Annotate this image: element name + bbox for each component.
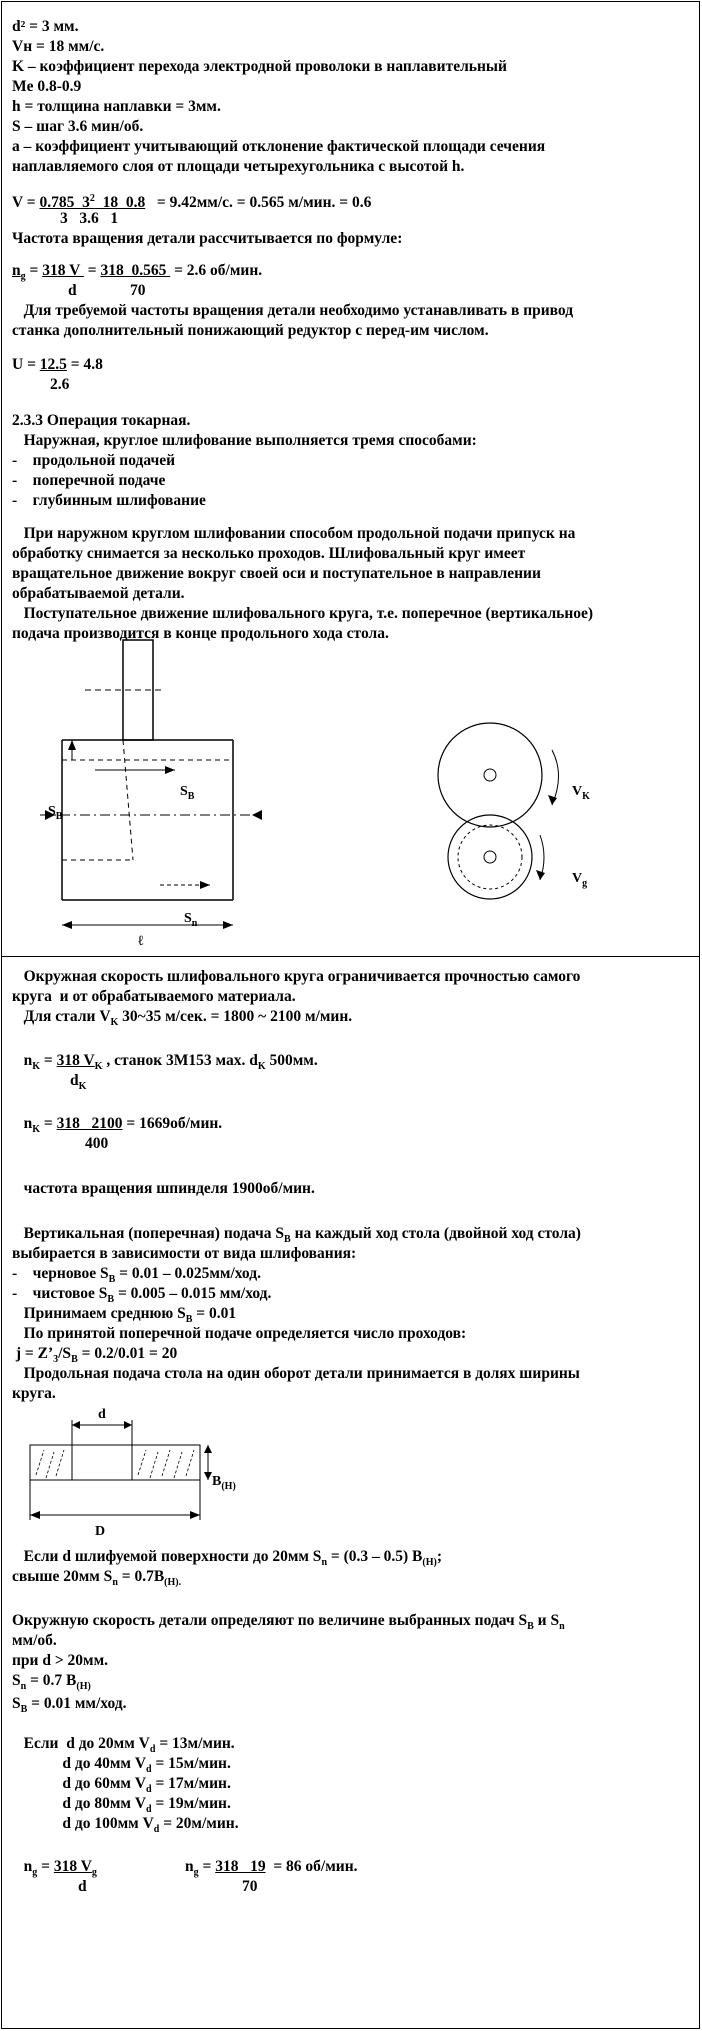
if-line-1: Если d шлифуемой поверхности до 20мм $S_n = (0.3 - 0.5)$ $B_{(H)}$;: [12, 1548, 442, 1569]
para1-line-2: обработку снимается за несколько проходов. Шлифовальный круг имеет: [12, 545, 526, 562]
if-line-2: свыше 20мм $S_n = 0.7B_{(H).}$: [12, 1568, 182, 1589]
sb-arrow: [165, 766, 175, 774]
sb2-arrow: [68, 740, 76, 750]
part-inner-circle: [458, 825, 522, 889]
wheel-section-right: [132, 1445, 200, 1480]
d-arrow-right: [124, 1421, 132, 1429]
wheel-center: [484, 769, 496, 781]
length-arrow-right: [223, 921, 233, 929]
steel-line: Для стали $V_K$ 30~35 м/сек. = 1800 ~ 2100 м/мин.: [12, 1008, 353, 1029]
vert-line-1: Вертикальная (поперечная) подача $S_B$ на каждый ход стола (двойной ход стола): [12, 1225, 581, 1246]
wheel-circle: [438, 723, 542, 827]
n-den-1: d: [68, 282, 77, 299]
vd-row-4: d до 80мм $V_d = 19м/мин$.: [12, 1795, 231, 1816]
a-line-1: a – коэффициент учитывающий отклонение фактической площади сечения: [12, 138, 546, 155]
hatching: [36, 1450, 194, 1478]
sb-line: $S_B = 0.01$ мм/ход.: [12, 1695, 127, 1716]
ng-den-1: d: [78, 1878, 87, 1895]
part-center: [484, 851, 496, 863]
gt20-line: при d > 20мм.: [12, 1652, 109, 1669]
rough-line: - черновое $S_B = 0.01 - 0.025мм/ход$.: [12, 1265, 261, 1286]
nk2-den: 400: [85, 1135, 109, 1152]
d-arrow-left: [72, 1421, 80, 1429]
h-line: h = толщина наплавки = 3мм.: [12, 98, 221, 115]
vd-row-2: d до 40мм $V_d = 15м/мин$.: [12, 1755, 231, 1776]
fig2-vg-label: $V_g$: [572, 871, 588, 889]
sn-line: $S_n = 0.7$ $B_{(H)}$: [12, 1672, 91, 1693]
nk1-den: $d_K$: [70, 1072, 87, 1093]
d2-line: d² = 3 мм.: [12, 18, 79, 35]
u-formula: U = 12.5 = 4.8: [12, 356, 103, 373]
B-arrow-bottom: [204, 1472, 212, 1480]
nk1-formula: $n_K = 318$ $V_K$ , станок 3М153 мах. $d_K$ 500мм.: [12, 1052, 318, 1073]
B-arrow-top: [204, 1445, 212, 1453]
speed-line-1: Окружная скорость шлифовального круга ограничивается прочностью самого: [12, 968, 581, 985]
v-formula: V = 0.785 $3^2$ 18 0.8 = 9.42мм/с. = 0.565 м/мин. = 0.6: [12, 193, 372, 212]
axis-arrow-right: [252, 810, 262, 820]
para2-line-2: подача производится в конце продольного хода стола.: [12, 625, 389, 642]
para2-line-1: Поступательное движение шлифовального круга, т.е. поперечное (вертикальное): [12, 605, 594, 622]
vd-row-1: Если d до 20мм $V_d = 13м/мин$.: [12, 1735, 235, 1756]
reducer-line-2: станка дополнительный понижающий редуктор с перед-им числом.: [12, 322, 489, 339]
para1-line-4: обрабатываемой детали.: [12, 585, 185, 602]
D-arrow-right: [190, 1511, 200, 1519]
k-line: K – коэффициент перехода электродной проволоки в наплавительный: [12, 58, 507, 75]
ng-formula-2: $n_g = 318$ 19 = 86 об/мин.: [185, 1858, 358, 1879]
fig3-D-label: D: [95, 1524, 106, 1539]
speed-line-2: круга и от обрабатываемого материала.: [12, 988, 296, 1005]
ng-den-2: 70: [242, 1878, 258, 1895]
accept-line: Принимаем среднюю $S_B = 0.01$: [12, 1305, 237, 1326]
length-arrow-left: [62, 921, 72, 929]
me-line: Me 0.8-0.9: [12, 78, 82, 95]
n-den-2: 70: [130, 282, 146, 299]
longfeed-line-1: Продольная подача стола на один оборот детали принимается в долях ширины: [12, 1365, 580, 1382]
vg-arrow: [536, 870, 545, 880]
para1-line-1: При наружном круглом шлифовании способом продольной подачи припуск на: [12, 525, 576, 542]
vn-line: Vн = 18 мм/с.: [12, 38, 105, 55]
s-line: S – шаг 3.6 мин/об.: [12, 118, 144, 135]
fig2-vk-label: $V_K$: [572, 784, 590, 802]
ng-formula-1: $n_g = 318$ $V_g$: [12, 1858, 97, 1879]
wheel-section: [30, 1445, 200, 1480]
vd-row-5: d до 100мм $V_d = 20м/мин$.: [12, 1815, 239, 1836]
method-1: - продольной подачей: [12, 452, 176, 469]
n-formula: $n_g = 318$ V = 318 0.565 = 2.6 об/мин.: [12, 262, 263, 283]
section-title: 2.3.3 Операция токарная.: [12, 412, 191, 429]
fig1-sb-label: $S_B$: [180, 784, 195, 802]
fig3-b-label: $B_{(H)}$: [212, 1474, 236, 1492]
passes-formula: $j = Z’_3/S_B = 0.2/0.01 = 20$: [12, 1345, 178, 1366]
passes-intro: По принятой поперечной подаче определяется число проходов:: [12, 1325, 467, 1342]
a-line-2: наплавляемого слоя от площади четырехугольника с высотой h.: [12, 158, 465, 175]
spindle-line: частота вращения шпинделя 1900об/мин.: [12, 1180, 315, 1197]
v-formula-denominator: 3 3.6 1: [60, 210, 119, 227]
para1-line-3: вращательное движение вокруг своей оси и поступательное в направлении: [12, 565, 541, 582]
taper-line: [123, 740, 133, 860]
u-den: 2.6: [50, 376, 70, 393]
sn-arrow: [200, 881, 210, 889]
circ-line-1: Окружную скорость детали определяют по величине выбранных подач $S_B$ и $S_n$: [12, 1612, 565, 1633]
circ-line-2: мм/об.: [12, 1632, 57, 1649]
fig3-d-label: d: [98, 1407, 106, 1422]
nk2-formula: $n_K = 318$ 2100 = 1669об/мин.: [12, 1115, 223, 1136]
vd-row-3: d до 60мм $V_d = 17м/мин$.: [12, 1775, 231, 1796]
method-2: - поперечной подаче: [12, 472, 166, 489]
fig1-length-label: ℓ: [138, 934, 144, 949]
freq-intro: Частота вращения детали рассчитывается по формуле:: [12, 230, 403, 247]
fine-line: - чистовое $S_B = 0.005 - 0.015$ мм/ход.: [12, 1285, 272, 1306]
fig1-sn-label: $S_n$: [184, 911, 198, 929]
longfeed-line-2: круга.: [12, 1385, 56, 1402]
D-arrow-left: [30, 1511, 40, 1519]
fig1-sb2-label: $S_B$: [48, 804, 63, 822]
grind-intro: Наружная, круглое шлифование выполняется тремя способами:: [12, 432, 477, 449]
reducer-line-1: Для требуемой частоты вращения детали необходимо устанавливать в привод: [12, 302, 574, 319]
vert-line-2: выбирается в зависимости от вида шлифования:: [12, 1245, 357, 1262]
method-3: - глубинным шлифование: [12, 492, 206, 509]
